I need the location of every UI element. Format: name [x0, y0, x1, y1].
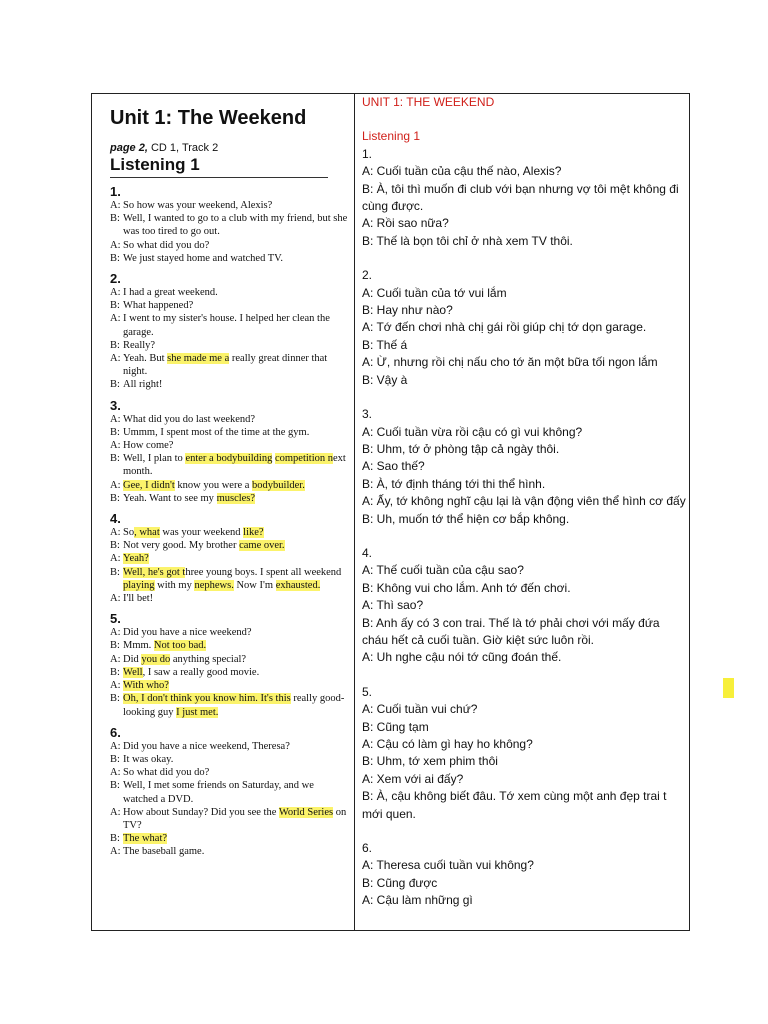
dialogue-line — [110, 526, 350, 539]
dialogue-section — [110, 398, 350, 505]
translation-section-number: 6. — [362, 841, 373, 856]
dialogue-line — [110, 286, 350, 299]
translation-line: B: Hay như nào? — [362, 303, 453, 318]
translation-line: A: Ấy, tớ không nghĩ cậu lại là vận động viên thể hình cơ đấy — [362, 494, 686, 509]
speaker-label: A: — [110, 627, 121, 639]
dialogue-line — [110, 753, 350, 766]
speaker-label: B: — [110, 540, 120, 552]
translation-line: A: Tớ đến chơi nhà chị gái rồi giúp chị tớ dọn garage. — [362, 320, 647, 335]
speaker-label: B: — [110, 252, 120, 264]
translation-section — [362, 684, 686, 840]
dialogue-text: With who? — [123, 680, 169, 692]
speaker-label: A: — [110, 593, 121, 605]
dialogue-line — [110, 766, 350, 779]
translation-line: B: Không vui cho lắm. Anh tớ đến chơi. — [362, 580, 571, 595]
translation-section-number: 1. — [362, 146, 373, 161]
listening-title: Listening 1 — [110, 155, 328, 178]
dialogue-text: Well, I wanted to go to a club with my friend, but she was too tired to go out. — [123, 213, 348, 238]
section-number: 2. — [110, 271, 121, 287]
speaker-label: B: — [110, 300, 120, 312]
dialogue-section — [110, 725, 350, 859]
translation-line: B: À, tớ định tháng tới thi thể hình. — [362, 476, 546, 491]
vietnamese-sections — [362, 146, 686, 910]
dialogue-line — [110, 452, 350, 478]
section-number: 6. — [110, 724, 121, 740]
dialogue-text: Yeah. Want to see my muscles? — [123, 492, 256, 504]
vietnamese-translation-column — [362, 94, 686, 910]
dialogue-line — [110, 252, 350, 265]
section-number: 1. — [110, 184, 121, 199]
speaker-label: A: — [110, 527, 121, 539]
speaker-label: A: — [110, 239, 121, 251]
dialogue-line — [110, 339, 350, 352]
dialogue-line — [110, 199, 350, 212]
dialogue-line — [110, 352, 350, 378]
dialogue-text: I had a great weekend. — [123, 287, 218, 299]
dialogue-text: The baseball game. — [123, 846, 205, 858]
speaker-label: A: — [110, 479, 121, 491]
speaker-label: A: — [110, 313, 121, 325]
translation-line: B: Thế á — [362, 337, 408, 352]
dialogue-text: I'll bet! — [123, 593, 154, 605]
translation-line: B: Uhm, tớ xem phim thôi — [362, 754, 498, 769]
speaker-label: B: — [110, 666, 120, 678]
dialogue-line — [110, 539, 350, 552]
dialogue-text: Not very good. My brother came over. — [123, 540, 285, 552]
speaker-label: B: — [110, 379, 120, 391]
speaker-label: A: — [110, 767, 121, 779]
translation-section-number: 2. — [362, 268, 373, 283]
dialogue-text: Well, he's got three young boys. I spent all weekend playing with my nephews. Now I'm exhausted. — [123, 566, 342, 591]
dialogue-line — [110, 492, 350, 505]
dialogue-line — [110, 299, 350, 312]
translation-line: B: À, cậu không biết đâu. Tớ xem cùng một anh đẹp trai t mới quen. — [362, 789, 667, 821]
dialogue-text: Did you have a nice weekend? — [123, 627, 252, 639]
dialogue-section — [110, 511, 350, 605]
speaker-label: A: — [110, 653, 121, 665]
speaker-label: B: — [110, 693, 120, 705]
dialogue-section — [110, 184, 350, 265]
dialogue-text: Did you have a nice weekend, Theresa? — [123, 740, 290, 752]
dialogue-text: We just stayed home and watched TV. — [123, 252, 284, 264]
dialogue-text: Ummm, I spent most of the time at the gym. — [123, 426, 310, 438]
dialogue-text: How about Sunday? Did you see the World Series on TV? — [123, 806, 347, 831]
column-divider — [354, 93, 355, 931]
translation-line: B: Uhm, tớ ở phòng tập cả ngày thôi. — [362, 441, 560, 456]
dialogue-text: So what did you do? — [123, 239, 210, 251]
vietnamese-listening-title: Listening 1 — [362, 129, 421, 144]
vietnamese-unit-title: UNIT 1: THE WEEKEND — [362, 95, 495, 109]
speaker-label: A: — [110, 680, 121, 692]
dialogue-text: So how was your weekend, Alexis? — [123, 200, 273, 211]
translation-line: A: Ừ, nhưng rồi chị nấu cho tớ ăn một bữa tối ngon lắm — [362, 355, 658, 370]
speaker-label: B: — [110, 426, 120, 438]
section-number: 4. — [110, 511, 121, 527]
speaker-label: B: — [110, 833, 120, 845]
speaker-label: A: — [110, 353, 121, 365]
translation-line: A: Cuối tuần của cậu thế nào, Alexis? — [362, 164, 562, 179]
dialogue-text: Yeah. But she made me a really great dinner that night. — [123, 353, 328, 378]
dialogue-text: How come? — [123, 440, 174, 452]
dialogue-text: Gee, I didn't know you were a bodybuilder. — [123, 479, 305, 491]
dialogue-text: What did you do last weekend? — [123, 413, 256, 425]
dialogue-line — [110, 413, 350, 426]
dialogue-line — [110, 832, 350, 845]
translation-line: A: Cuối tuần vui chứ? — [362, 702, 478, 717]
translation-line: A: Cậu có làm gì hay ho không? — [362, 737, 533, 751]
speaker-label: B: — [110, 453, 120, 465]
dialogue-text: Did you do anything special? — [123, 653, 247, 665]
dialogue-text: I went to my sister's house. I helped her clean the garage. — [123, 313, 330, 338]
translation-line: A: Rồi sao nữa? — [362, 216, 449, 231]
speaker-label: B: — [110, 566, 120, 578]
highlight-mark — [723, 678, 734, 698]
dialogue-text: So what did you do? — [123, 767, 210, 779]
dialogue-text: Well, I saw a really good movie. — [123, 666, 260, 678]
dialogue-line — [110, 426, 350, 439]
section-number: 3. — [110, 397, 121, 413]
speaker-label: B: — [110, 753, 120, 765]
dialogue-line — [110, 378, 350, 391]
translation-section-number: 3. — [362, 407, 373, 422]
speaker-label: A: — [110, 806, 121, 818]
speaker-label: A: — [110, 440, 121, 452]
translation-line: B: Thế là bọn tôi chỉ ở nhà xem TV thôi. — [362, 233, 573, 248]
dialogue-line — [110, 692, 350, 718]
speaker-label: A: — [110, 200, 121, 211]
speaker-label: A: — [110, 553, 121, 565]
translation-line: A: Cuối tuần của tớ vui lắm — [362, 285, 507, 300]
dialogue-line — [110, 566, 350, 592]
translation-section-number: 4. — [362, 545, 373, 560]
translation-line: B: Uh, muốn tớ thể hiện cơ bắp không. — [362, 511, 570, 526]
translation-line: A: Theresa cuối tuần vui không? — [362, 858, 534, 873]
dialogue-line — [110, 653, 350, 666]
speaker-label: A: — [110, 287, 121, 299]
dialogue-line — [110, 552, 350, 565]
dialogue-line — [110, 592, 350, 605]
translation-line: A: Cậu làm những gì — [362, 893, 473, 908]
dialogue-text: Well, I met some friends on Saturday, and we watched a DVD. — [123, 780, 314, 805]
dialogue-line — [110, 740, 350, 753]
track-label: CD 1, Track 2 — [150, 142, 219, 154]
speaker-label: A: — [110, 413, 121, 425]
dialogue-section — [110, 611, 350, 718]
unit-title: Unit 1: The Weekend — [110, 107, 307, 129]
translation-section — [362, 840, 686, 910]
translation-section-number: 5. — [362, 684, 373, 699]
speaker-label: B: — [110, 780, 120, 792]
dialogue-text: Yeah? — [123, 553, 149, 565]
dialogue-line — [110, 845, 350, 858]
dialogue-line — [110, 479, 350, 492]
dialogue-text: It was okay. — [123, 753, 174, 765]
dialogue-line — [110, 239, 350, 252]
translation-line: B: Vậy à — [362, 372, 408, 387]
translation-line: A: Thế cuối tuần của cậu sao? — [362, 563, 524, 578]
english-transcript-column — [110, 105, 350, 859]
translation-section — [362, 146, 686, 267]
dialogue-line — [110, 626, 350, 639]
dialogue-line — [110, 679, 350, 692]
translation-line: A: Cuối tuần vừa rồi cậu có gì vui không? — [362, 424, 583, 439]
translation-section — [362, 406, 686, 545]
dialogue-text: So, what was your weekend like? — [123, 527, 264, 539]
translation-line: A: Uh nghe cậu nói tớ cũng đoán thế. — [362, 650, 562, 665]
dialogue-text: Well, I plan to enter a bodybuilding competition next month. — [123, 453, 346, 478]
speaker-label: B: — [110, 640, 120, 652]
dialogue-line — [110, 439, 350, 452]
english-sections — [110, 184, 350, 859]
speaker-label: A: — [110, 740, 121, 752]
speaker-label: B: — [110, 492, 120, 504]
dialogue-line — [110, 212, 350, 238]
dialogue-line — [110, 639, 350, 652]
section-number: 5. — [110, 611, 121, 627]
speaker-label: B: — [110, 213, 120, 225]
translation-line: B: Cũng tạm — [362, 719, 429, 734]
speaker-label: A: — [110, 846, 121, 858]
translation-line: A: Xem với ai đấy? — [362, 771, 464, 786]
dialogue-line — [110, 666, 350, 679]
dialogue-text: Really? — [123, 339, 156, 351]
speaker-label: B: — [110, 339, 120, 351]
translation-section — [362, 267, 686, 406]
dialogue-section — [110, 271, 350, 392]
dialogue-text: What happened? — [123, 300, 194, 312]
dialogue-text: Mmm. Not too bad. — [123, 640, 207, 652]
translation-line: B: Anh ấy có 3 con trai. Thế là tớ phải chơi với mấy đứa cháu hết cả cuối tuần. Giờ kiệt sức luôn rồi. — [362, 615, 660, 647]
dialogue-line — [110, 806, 350, 832]
translation-line: A: Sao thế? — [362, 459, 425, 474]
dialogue-line — [110, 779, 350, 805]
translation-line: A: Thì sao? — [362, 598, 424, 613]
page-track-line — [110, 141, 350, 155]
page-label: page 2, — [110, 142, 148, 154]
dialogue-text: Oh, I don't think you know him. It's this really good-looking guy I just met. — [123, 693, 345, 718]
translation-line: B: Cũng được — [362, 875, 438, 890]
dialogue-text: The what? — [123, 833, 168, 845]
dialogue-line — [110, 312, 350, 338]
translation-section — [362, 545, 686, 684]
translation-line: B: À, tôi thì muốn đi club với bạn nhưng vợ tôi mệt không đi cùng được. — [362, 181, 679, 214]
dialogue-text: All right! — [123, 379, 163, 391]
